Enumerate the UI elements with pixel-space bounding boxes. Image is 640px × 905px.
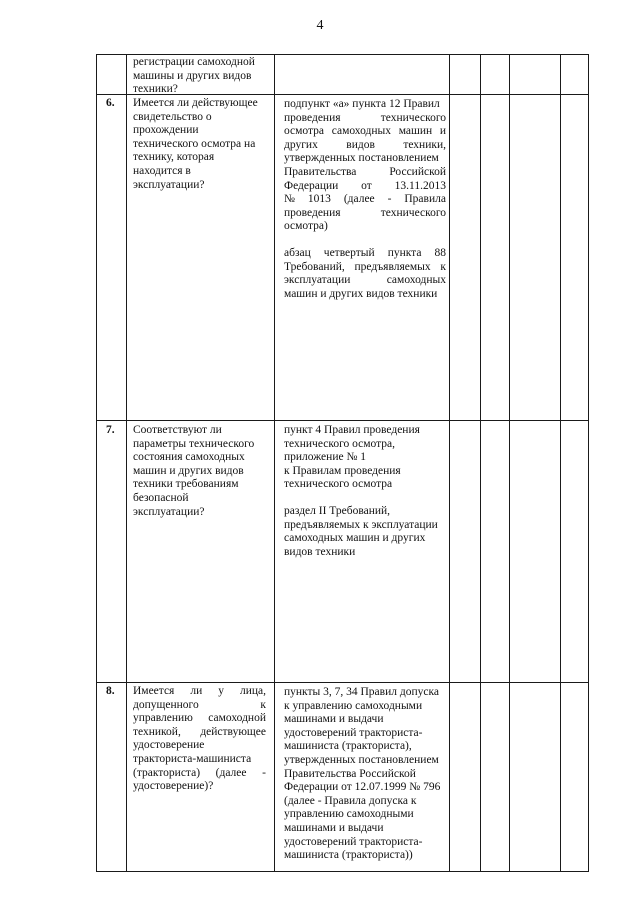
row-number: 7.	[106, 424, 115, 436]
text-line	[284, 125, 446, 139]
word: Российской	[389, 165, 446, 178]
word: самоходных	[331, 125, 392, 138]
legal-reference-text	[284, 424, 446, 559]
text-line: машины и других видов	[133, 69, 252, 82]
word: 13.11.2013	[394, 179, 446, 192]
text-line	[133, 699, 266, 713]
text-line: машиниста (тракториста))	[284, 849, 413, 862]
text-line: раздел II Требований,	[284, 504, 391, 517]
word: -	[387, 193, 392, 206]
text-line	[284, 193, 446, 207]
col-border	[449, 54, 450, 872]
word: Правила	[404, 193, 446, 206]
text-line: параметры технического	[133, 437, 255, 450]
word: самоходных	[386, 274, 446, 287]
text-line: (далее - Правила допуска к	[284, 794, 417, 807]
row-divider	[96, 682, 589, 683]
text-line	[284, 247, 446, 261]
text-line	[284, 207, 446, 221]
col-border	[588, 54, 589, 872]
text-line: утвержденных постановлением	[284, 753, 439, 766]
text-line: видов техники	[284, 545, 356, 558]
word: техникой,	[133, 725, 181, 738]
word: проведения	[284, 111, 341, 124]
text-line	[284, 166, 446, 180]
word: №	[284, 193, 295, 206]
text-line: пункт 4 Правил проведения	[284, 424, 420, 436]
col-border	[560, 54, 561, 872]
word: пункта	[387, 246, 422, 259]
text-line: к Правилам проведения	[284, 464, 401, 477]
word: (далее	[343, 193, 375, 206]
word: -	[262, 766, 266, 779]
word: к	[260, 698, 266, 711]
text-line: машинами и выдачи	[284, 821, 384, 834]
word: видов	[346, 138, 375, 151]
text-line	[284, 112, 446, 126]
word: от	[361, 179, 372, 192]
word: Требований,	[284, 260, 345, 273]
col-border	[274, 54, 275, 872]
word: действующее	[200, 725, 266, 738]
text-line: осмотра)	[284, 220, 328, 233]
word: ли	[190, 685, 203, 697]
text-line	[133, 767, 266, 781]
col-border	[96, 54, 97, 872]
text-line	[284, 274, 446, 288]
text-line: технического осмотра,	[284, 437, 396, 450]
text-line: пункты 3, 7, 34 Правил допуска	[284, 686, 439, 698]
text-line: машиниста (тракториста),	[284, 740, 412, 753]
table-top-border	[96, 54, 589, 55]
word: предъявляемых	[354, 260, 431, 273]
word: лица,	[239, 685, 266, 697]
text-line: техники?	[133, 83, 178, 96]
row-number: 6.	[106, 97, 115, 109]
legal-reference-text	[284, 686, 446, 863]
word: технического	[380, 111, 446, 124]
word: у	[218, 685, 224, 697]
word: Правительства	[284, 165, 357, 178]
text-line: машинами и выдачи	[284, 713, 384, 726]
text-line: находится в	[133, 164, 191, 177]
paragraph-gap	[284, 492, 446, 505]
word: (тракториста)	[133, 766, 201, 779]
col-border	[126, 54, 127, 872]
word: проведения	[284, 206, 341, 219]
text-line	[133, 712, 266, 726]
word: технического	[380, 206, 446, 219]
question-text	[133, 424, 266, 519]
text-line: управлению самоходными	[284, 808, 414, 821]
text-line: технического осмотра	[284, 478, 393, 491]
requirements-table	[96, 54, 589, 872]
word: допущенного	[133, 698, 199, 711]
word: к	[440, 260, 446, 273]
text-line: удостоверение)?	[133, 780, 214, 793]
row-divider	[96, 420, 589, 421]
word: Имеется	[133, 685, 175, 697]
question-text	[133, 97, 266, 192]
paragraph-gap	[284, 234, 446, 247]
word: 88	[434, 246, 446, 259]
text-line: технику, которая	[133, 151, 215, 164]
text-line: машин и других видов техники	[284, 287, 438, 300]
table-bottom-border	[96, 871, 589, 872]
text-line: машин и других видов	[133, 464, 244, 477]
text-line: Федерации от 12.07.1999 № 796	[284, 781, 441, 794]
word: управлению	[133, 712, 193, 725]
col-border	[509, 54, 510, 872]
text-line: подпункт «а» пункта 12 Правил	[284, 98, 440, 110]
text-line: предъявляемых к эксплуатации	[284, 518, 438, 531]
word: четвертый	[323, 246, 375, 259]
text-line	[133, 726, 266, 740]
text-line: удостоверений тракториста-	[284, 726, 423, 739]
question-text	[133, 56, 266, 97]
page-number: 4	[316, 18, 324, 33]
text-line: Соответствуют ли	[133, 424, 222, 436]
word: Федерации	[284, 179, 339, 192]
text-line: регистрации самоходной	[133, 56, 255, 68]
text-line: Правительства Российской	[284, 767, 416, 780]
word: эксплуатации	[284, 274, 351, 287]
text-line: тракториста-машиниста	[133, 752, 252, 765]
text-line: прохождении	[133, 124, 199, 137]
text-line	[133, 685, 266, 699]
text-line: свидетельство о	[133, 110, 212, 123]
text-line: к управлению самоходными	[284, 699, 423, 712]
text-line	[284, 139, 446, 153]
col-border	[480, 54, 481, 872]
text-line: безопасной	[133, 491, 189, 504]
word: (далее	[215, 766, 247, 779]
text-line: эксплуатации?	[133, 505, 205, 518]
text-line: Имеется ли действующее	[133, 97, 258, 109]
text-line: эксплуатации?	[133, 178, 205, 191]
word: осмотра	[284, 125, 325, 138]
text-line: состояния самоходных	[133, 451, 245, 464]
word: самоходной	[208, 712, 266, 725]
text-line: удостоверений тракториста-	[284, 835, 423, 848]
word: других	[284, 138, 318, 151]
text-line: удостоверение	[133, 739, 205, 752]
word: абзац	[284, 246, 311, 259]
text-line: технического осмотра на	[133, 137, 256, 150]
legal-reference-text	[284, 98, 446, 301]
text-line: техники требованиям	[133, 478, 239, 491]
word: машин	[398, 125, 433, 138]
text-line: самоходных машин и других	[284, 532, 426, 545]
text-line: утвержденных постановлением	[284, 152, 439, 165]
question-text	[133, 685, 266, 794]
row-number: 8.	[106, 685, 115, 697]
word: техники,	[403, 138, 446, 151]
text-line	[284, 180, 446, 194]
word: и	[439, 125, 446, 138]
word: 1013	[307, 193, 331, 206]
text-line: приложение № 1	[284, 451, 367, 464]
text-line	[284, 261, 446, 275]
